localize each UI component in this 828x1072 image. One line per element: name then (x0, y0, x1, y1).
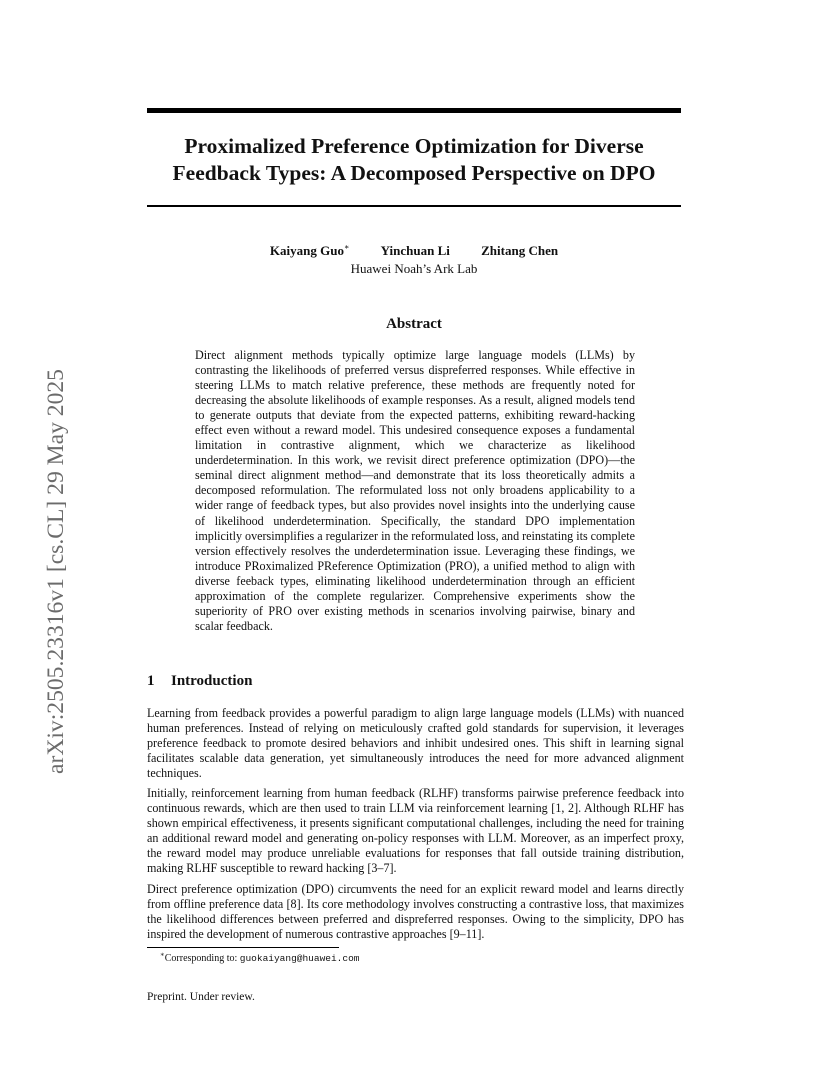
author-footnote-mark: ∗ (343, 242, 350, 252)
paper-title-line-2: Feedback Types: A Decomposed Perspective on DPO (172, 161, 656, 185)
footnote-mark: ∗ (160, 950, 165, 959)
section-title: Introduction (171, 673, 253, 689)
footnote (160, 952, 660, 965)
preprint-note: Preprint. Under review. (147, 991, 255, 1003)
author-name (481, 243, 558, 258)
author-list (147, 243, 681, 259)
author-name-text: Zhitang Chen (481, 243, 559, 258)
footnote-rule (147, 947, 339, 948)
author-name (270, 243, 349, 258)
intro-paragraph-3: Direct preference optimization (DPO) circumvents the need for an explicit reward model and learns directly from offline preference data [8]. Its core methodology involves constructing a contrastive loss, that maximizes the likelihood differences between preferred and dispreferred responses. Owing to the simplicity, DPO has inspired the development of numerous contrastive approaches [9–11]. (147, 882, 684, 942)
author-name (381, 243, 450, 258)
title-bottom-rule (147, 205, 681, 207)
intro-paragraph-2: Initially, reinforcement learning from human feedback (RLHF) transforms pairwise preference feedback into continuous rewards, which are then used to train LLM via reinforcement learning [1, 2]. Although RLHF has shown empirical effectiveness, it presents significant computational challenges, including the need for training an additional reward model and generating on-policy responses with LLM. Moreover, as an imperfect proxy, the reward model may produce unreliable evaluations for responses that fall outside training distribution, making RLHF susceptible to reward hacking [3–7]. (147, 786, 684, 876)
footnote-text: Corresponding to: (164, 953, 240, 964)
abstract-heading: Abstract (386, 316, 442, 332)
paper-title (147, 133, 681, 187)
arxiv-identifier-stamp: arXiv:2505.23316v1 [cs.CL] 29 May 2025 (43, 369, 69, 774)
abstract-body: Direct alignment methods typically optimize large language models (LLMs) by contrasting the likelihoods of preferred versus dispreferred responses. While effective in steering LLMs to match relative preference, these methods are frequently noted for decreasing the absolute likelihoods of example responses. As a result, aligned models tend to generate outputs that deviate from the expected patterns, exhibiting reward-hacking effect even without a reward model. This undesired consequence exposes a fundamental limitation in contrastive alignment, which we characterize as likelihood underdetermination. In this work, we revisit direct preference optimization (DPO)—the seminal direct alignment method—and demonstrate that its loss theoretically admits a decomposed reformulation. The reformulated loss not only broadens applicability to a wider range of feedback types, but also provides novel insights into the underlying cause of likelihood underdetermination. Specifically, the standard DPO implementation implicitly oversimplifies a regularizer in the reformulated loss, and reinstating its complete version effectively resolves the underdetermination issue. Leveraging these findings, we introduce PRoximalized PReference Optimization (PRO), a unified method to align with diverse feeback types, eliminating likelihood underdetermination through an efficient approximation of the complete regularizer. Comprehensive experiments show the superiority of PRO over existing methods in scenarios involving pairwise, binary and scalar feedback. (195, 348, 635, 633)
author-name-text: Yinchuan Li (380, 243, 450, 258)
footnote-email: guokaiyang@huawei.com (239, 953, 360, 964)
section-heading-introduction (147, 672, 681, 690)
author-affiliation: Huawei Noah’s Ark Lab (350, 261, 478, 276)
author-name-text: Kaiyang Guo (269, 243, 344, 258)
paper-title-line-1: Proximalized Preference Optimization for Diverse (184, 134, 644, 158)
section-number: 1 (147, 673, 155, 689)
title-top-rule (147, 108, 681, 113)
intro-paragraph-1: Learning from feedback provides a powerful paradigm to align large language models (LLMs) with nuanced human preferences. Instead of relying on meticulously crafted gold standards for supervision, it leverages preference feedback to promote desired behaviors and inhibit undesired ones. This shift in learning signal facilitates scalable data generation, yet simultaneously introduces the need for more advanced alignment techniques. (147, 706, 684, 781)
